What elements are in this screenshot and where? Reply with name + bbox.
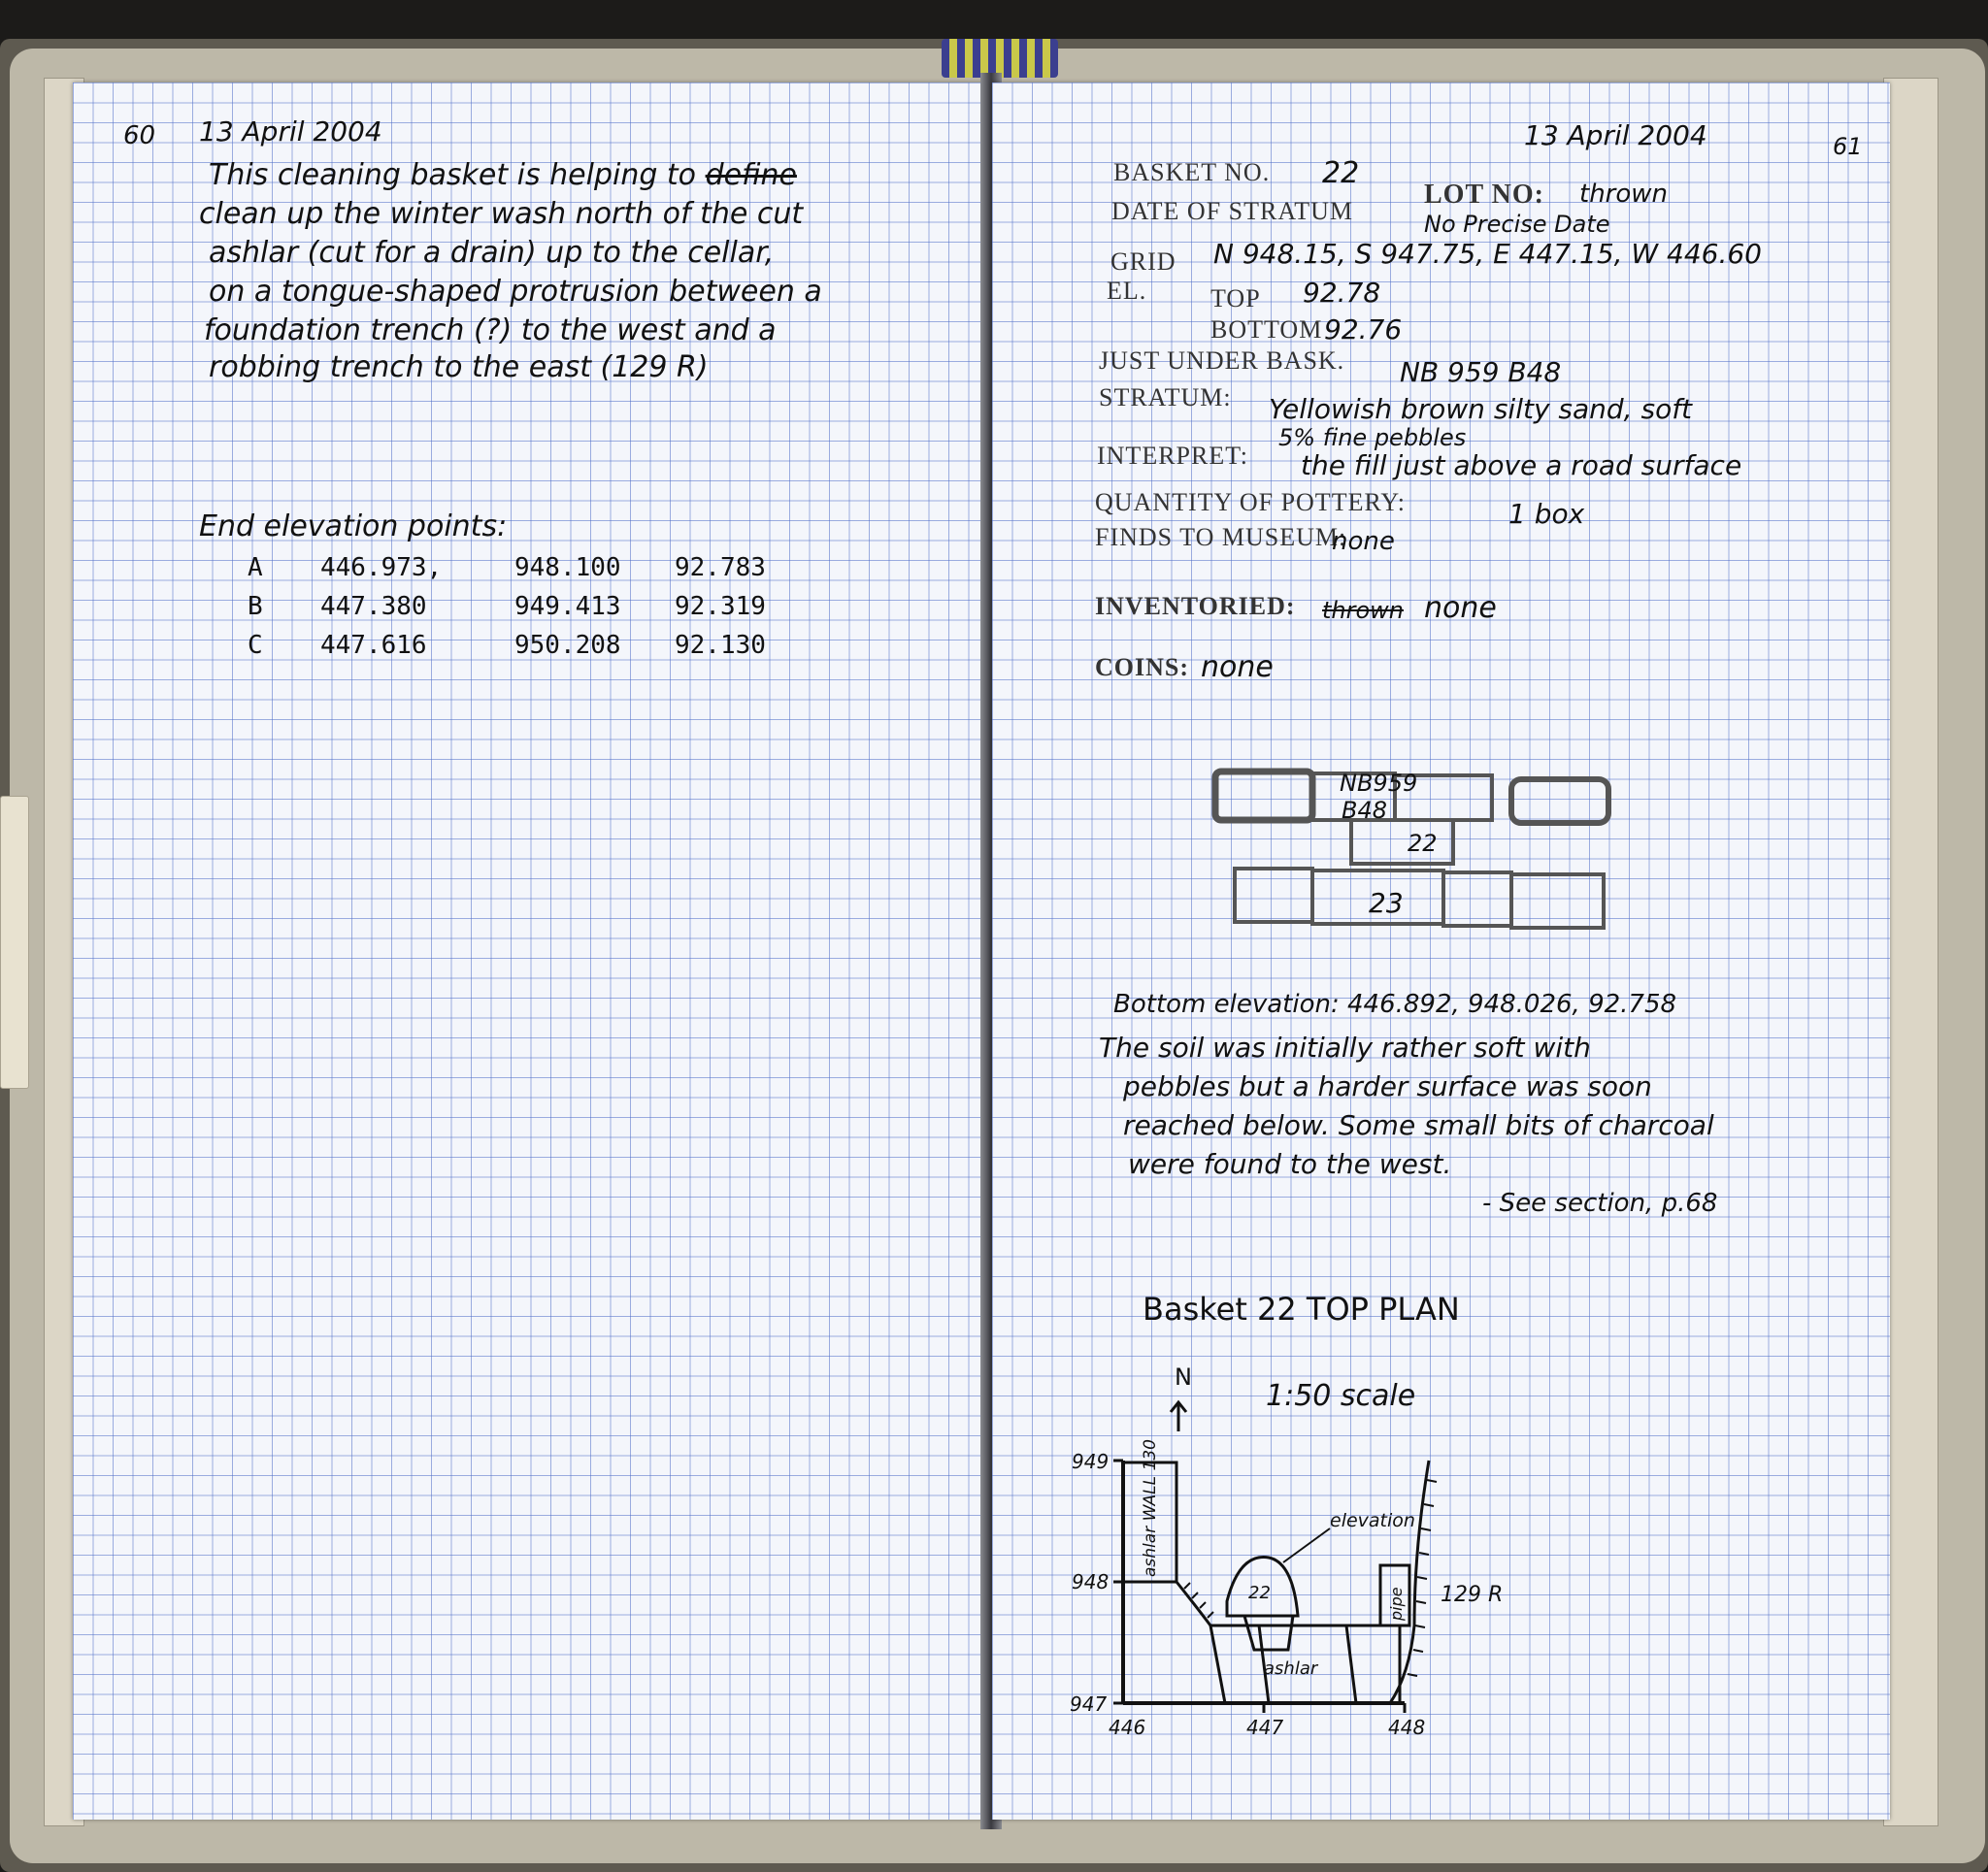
point-label: C	[248, 631, 263, 660]
basket-layout-sketch	[1206, 752, 1672, 966]
text-line: ashlar (cut for a drain) up to the cellar,	[209, 236, 775, 270]
finds-label: FINDS TO MUSEUM:	[1095, 523, 1347, 551]
y-tick-label: 947	[1070, 1692, 1108, 1716]
bottom-value: 92.76	[1324, 313, 1403, 345]
adjacent-basket-number: B48	[1342, 797, 1388, 824]
text-line: This cleaning basket is helping to define	[209, 158, 797, 192]
x-tick-label: 447	[1246, 1716, 1284, 1739]
lot-value: thrown	[1579, 180, 1669, 209]
point-northing: 950.208	[514, 631, 621, 660]
stratum-value: Yellowish brown silty sand, soft	[1269, 393, 1693, 425]
inventoried-label: INVENTORIED:	[1095, 592, 1296, 620]
y-tick-label: 948	[1072, 1570, 1110, 1593]
note-line: pebbles but a harder surface was soon	[1123, 1070, 1652, 1102]
plan-scale: 1:50 scale	[1266, 1379, 1416, 1413]
under-label: JUST UNDER BASK.	[1099, 346, 1345, 375]
point-easting: 446.973,	[320, 553, 443, 582]
point-northing: 949.413	[514, 592, 621, 621]
note-line: were found to the west.	[1128, 1148, 1452, 1180]
text-line: foundation trench (?) to the west and a	[204, 313, 777, 347]
trench-label: 129 R	[1441, 1583, 1504, 1607]
adjacent-basket-label: NB959	[1340, 770, 1418, 797]
text-line: robbing trench to the east (129 R)	[209, 350, 709, 384]
bottom-label: BOTTOM	[1210, 315, 1323, 344]
basket-22-label: 22	[1408, 830, 1438, 857]
ashlar-label: ashlar	[1264, 1659, 1318, 1679]
interpret-label: INTERPRET:	[1097, 442, 1249, 470]
point-label: B	[248, 592, 263, 621]
basket-label: BASKET NO.	[1113, 158, 1271, 186]
text-line: clean up the winter wash north of the cut	[199, 197, 804, 231]
right-page-edges	[1883, 78, 1938, 1826]
lot-label: LOT NO:	[1424, 180, 1544, 210]
stratum-label: STRATUM:	[1099, 383, 1232, 411]
point-northing: 948.100	[514, 553, 621, 582]
coins-value: none	[1201, 650, 1274, 684]
grid-value: N 948.15, S 947.75, E 447.15, W 446.60	[1213, 238, 1762, 270]
top-plan-drawing	[1070, 1383, 1555, 1800]
page-number: 61	[1833, 133, 1863, 160]
basket-value: 22	[1322, 156, 1360, 190]
elevation-label: elevation	[1330, 1510, 1415, 1531]
plan-title: Basket 22 TOP PLAN	[1143, 1291, 1460, 1328]
note-line: The soil was initially rather soft with	[1099, 1032, 1591, 1064]
date-label: DATE OF STRATUM	[1111, 197, 1354, 225]
pottery-value: 1 box	[1508, 498, 1585, 530]
point-elevation: 92.783	[675, 553, 766, 582]
note-line: reached below. Some small bits of charcoal	[1123, 1109, 1714, 1141]
x-tick-label: 446	[1109, 1716, 1146, 1739]
points-heading: End elevation points:	[199, 509, 508, 543]
date-value: No Precise Date	[1424, 211, 1610, 238]
struck-word: define	[705, 158, 797, 192]
point-label: A	[248, 553, 263, 582]
pottery-label: QUANTITY OF POTTERY:	[1095, 488, 1406, 516]
inventoried-value: none	[1424, 591, 1497, 625]
point-easting: 447.616	[320, 631, 427, 660]
grid-label: GRID	[1110, 247, 1176, 276]
x-tick-label: 448	[1388, 1716, 1426, 1739]
page-date: 13 April 2004	[1524, 119, 1707, 151]
page-date: 13 April 2004	[199, 115, 382, 148]
y-tick-label: 949	[1072, 1450, 1110, 1473]
wall-label: ashlar WALL 130	[1141, 1439, 1160, 1577]
bottom-elevation-note: Bottom elevation: 446.892, 948.026, 92.758	[1113, 990, 1677, 1019]
right-page	[992, 82, 1890, 1820]
elastic-band	[0, 796, 29, 1089]
basket-23-label: 23	[1369, 887, 1404, 919]
text-line: on a tongue-shaped protrusion between a	[209, 275, 822, 309]
basket-mark: 22	[1248, 1583, 1271, 1603]
left-page	[73, 82, 985, 1820]
top-label: TOP	[1210, 284, 1261, 312]
bookmark-ribbon	[942, 39, 1058, 78]
finds-value: none	[1332, 527, 1395, 556]
el-label: EL.	[1107, 277, 1147, 305]
see-section-note: - See section, p.68	[1482, 1189, 1718, 1218]
under-value: NB 959 B48	[1400, 356, 1562, 388]
page-number: 60	[123, 121, 156, 150]
point-easting: 447.380	[320, 592, 427, 621]
point-elevation: 92.130	[675, 631, 766, 660]
point-elevation: 92.319	[675, 592, 766, 621]
pipe-label: pipe	[1387, 1587, 1406, 1621]
inventoried-struck: thrown	[1322, 597, 1405, 624]
top-value: 92.78	[1303, 277, 1381, 309]
interpret-value: the fill just above a road surface	[1301, 449, 1742, 481]
north-label: N	[1175, 1363, 1192, 1391]
stratum-value-2: 5% fine pebbles	[1278, 424, 1467, 451]
coins-label: COINS:	[1095, 653, 1190, 681]
